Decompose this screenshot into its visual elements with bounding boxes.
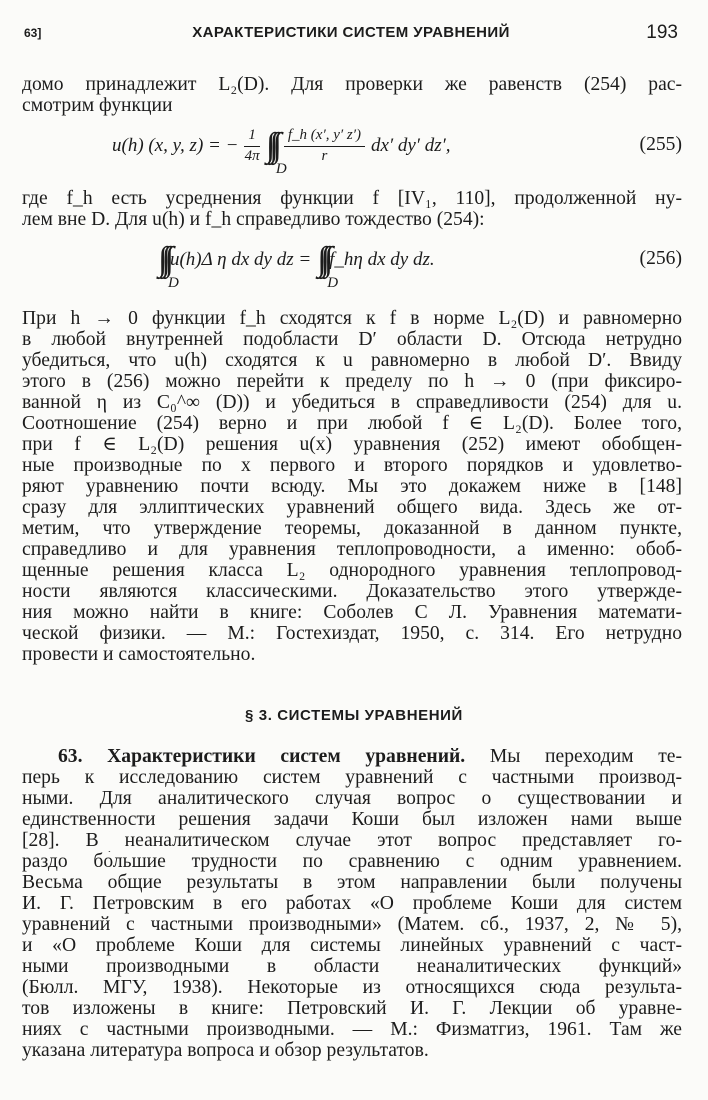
text-line: ными производными в области неаналитических функций» xyxy=(22,956,682,977)
text-fragment: Мы переходим те- xyxy=(465,746,682,767)
text-line xyxy=(22,746,682,767)
text-line: ряют уравнению почти всюду. Мы это докажем ниже в [148] xyxy=(22,476,682,497)
triple-integral-symbol xyxy=(317,241,339,291)
integral-glyph: ∫∫∫ xyxy=(158,241,168,278)
integral-domain: D xyxy=(327,275,339,291)
text-line: сразу для эллиптических уравнений общего вида. Здесь же от- xyxy=(22,497,682,518)
text-line: При h → 0 функции f_h сходятся к f в норме L₂(D) и равномерно xyxy=(22,308,682,329)
fraction-denominator: r xyxy=(321,148,328,164)
header-title: ХАРАКТЕРИСТИКИ СИСТЕМ УРАВНЕНИЙ xyxy=(192,24,510,41)
fraction-coefficient xyxy=(244,127,260,165)
integral-domain: D xyxy=(168,275,179,291)
text-line: тов изложены в книге: Петровский И. Г. Лекции об уравне- xyxy=(22,998,682,1019)
text-line: указана литература вопроса и обзор результатов. xyxy=(22,1040,429,1061)
text-line: в любой внутренней подобласти D′ области D. Отсюда нетрудно xyxy=(22,329,682,350)
equation-number: (256) xyxy=(639,248,682,269)
text-line: И. Г. Петровским в его работах «О проблеме Коши для систем xyxy=(22,893,682,914)
text-line: (Бюлл. МГУ, 1938). Некоторые из относящихся сюда результа- xyxy=(22,977,682,998)
text-line: ческой физики. — М.: Гостехиздат, 1950, с. 314. Его нетрудно xyxy=(22,623,682,644)
text-line: метим, что утверждение теоремы, доказанной в данном пункте, xyxy=(22,518,682,539)
fraction-denominator: 4π xyxy=(244,148,260,164)
text-line: Весьма общие результаты в этом направлении были получены xyxy=(22,872,682,893)
equation-body xyxy=(112,118,451,177)
text-line: уравнений с частными производными» (Матем. сб., 1937, 2, № 5), xyxy=(22,914,682,935)
text-line: смотрим функции xyxy=(22,95,173,116)
triple-integral-symbol xyxy=(265,127,287,177)
text-line: ния можно найти в книге: Соболев С Л. Уравнения математи- xyxy=(22,602,682,623)
equation-256 xyxy=(22,232,682,291)
equation-rhs: dx′ dy′ dz′, xyxy=(371,135,451,156)
text-line: домо принадлежит L₂(D). Для проверки же равенств (254) рас- xyxy=(22,74,682,95)
header-section-number: 63] xyxy=(24,26,42,40)
text-line: справедливо и для уравнения теплопроводности, а именно: обоб- xyxy=(22,539,682,560)
equation-lhs: u(h)Δ η dx dy dz = xyxy=(169,249,312,270)
paragraph-systems xyxy=(22,746,682,1061)
integral-domain: D xyxy=(275,161,287,177)
page-number: 193 xyxy=(646,22,678,43)
equation-rhs: f_hη dx dy dz. xyxy=(329,249,435,270)
running-header xyxy=(24,22,678,48)
fraction-numerator: f_h (x′, y′ z′) xyxy=(284,127,365,147)
text-line: ниях с частными производными. — М.: Физматгиз, 1961. Там же xyxy=(22,1019,682,1040)
text-line: единственности решения задачи Коши был изложен нами выше xyxy=(22,809,682,830)
text-line: ными. Для аналитического случая вопрос о существовании и xyxy=(22,788,682,809)
text-line: убедиться, что u(h) сходятся к u равномерно в любой D′. Ввиду xyxy=(22,350,682,371)
text-line: провести и самостоятельно. xyxy=(22,644,256,665)
subsection-title: 63. Характеристики систем уравнений. xyxy=(58,746,466,767)
integral-glyph: ∫∫∫ xyxy=(265,127,276,164)
text-line: Соотношение (254) верно и при любой f ∈ L₂(D). Более того, xyxy=(22,413,682,434)
text-line: раздо бо́льшие трудности по сравнению с одним уравнением. xyxy=(22,851,682,872)
text-line: [28]. В неаналитическом случае этот вопрос представляет го- xyxy=(22,830,682,851)
paragraph-convergence xyxy=(22,308,682,665)
text-line: при f ∈ L₂(D) решения u(x) уравнения (252) имеют обобщен- xyxy=(22,434,682,455)
triple-integral-symbol xyxy=(158,241,179,291)
integral-glyph: ∫∫∫ xyxy=(317,241,328,278)
fraction-integrand xyxy=(284,127,365,165)
text-line: ные производные по x первого и второго порядков и удовлетво- xyxy=(22,455,682,476)
equation-255 xyxy=(22,118,682,177)
equation-lhs: u(h) (x, y, z) = − xyxy=(112,135,239,156)
text-line: где f_h есть усреднения функции f [IV₁, 110], продолженной ну- xyxy=(22,188,682,209)
text-line: ванной η из C₀^∞ (D)) и убедиться в справедливости (254) для u. xyxy=(22,392,682,413)
text-line: и «О проблеме Коши для системы линейных уравнений с част- xyxy=(22,935,682,956)
fraction-numerator: 1 xyxy=(244,127,260,147)
text-line: ности являются классическими. Доказательство этого утвержде- xyxy=(22,581,682,602)
equation-number: (255) xyxy=(639,134,682,155)
section-heading: § 3. СИСТЕМЫ УРАВНЕНИЙ xyxy=(245,707,463,724)
equation-body xyxy=(158,232,435,291)
text-line: перь к исследованию систем уравнений с частными производ- xyxy=(22,767,682,788)
paragraph-mollifier xyxy=(22,188,682,230)
text-line: лем вне D. Для u(h) и f_h справедливо тождество (254): xyxy=(22,209,485,230)
text-line: щенные решения класса L₂ однородного уравнения теплопровод- xyxy=(22,560,682,581)
text-line: этого в (256) можно перейти к пределу по h → 0 (при фиксиро- xyxy=(22,371,682,392)
paragraph-intro xyxy=(22,74,682,116)
